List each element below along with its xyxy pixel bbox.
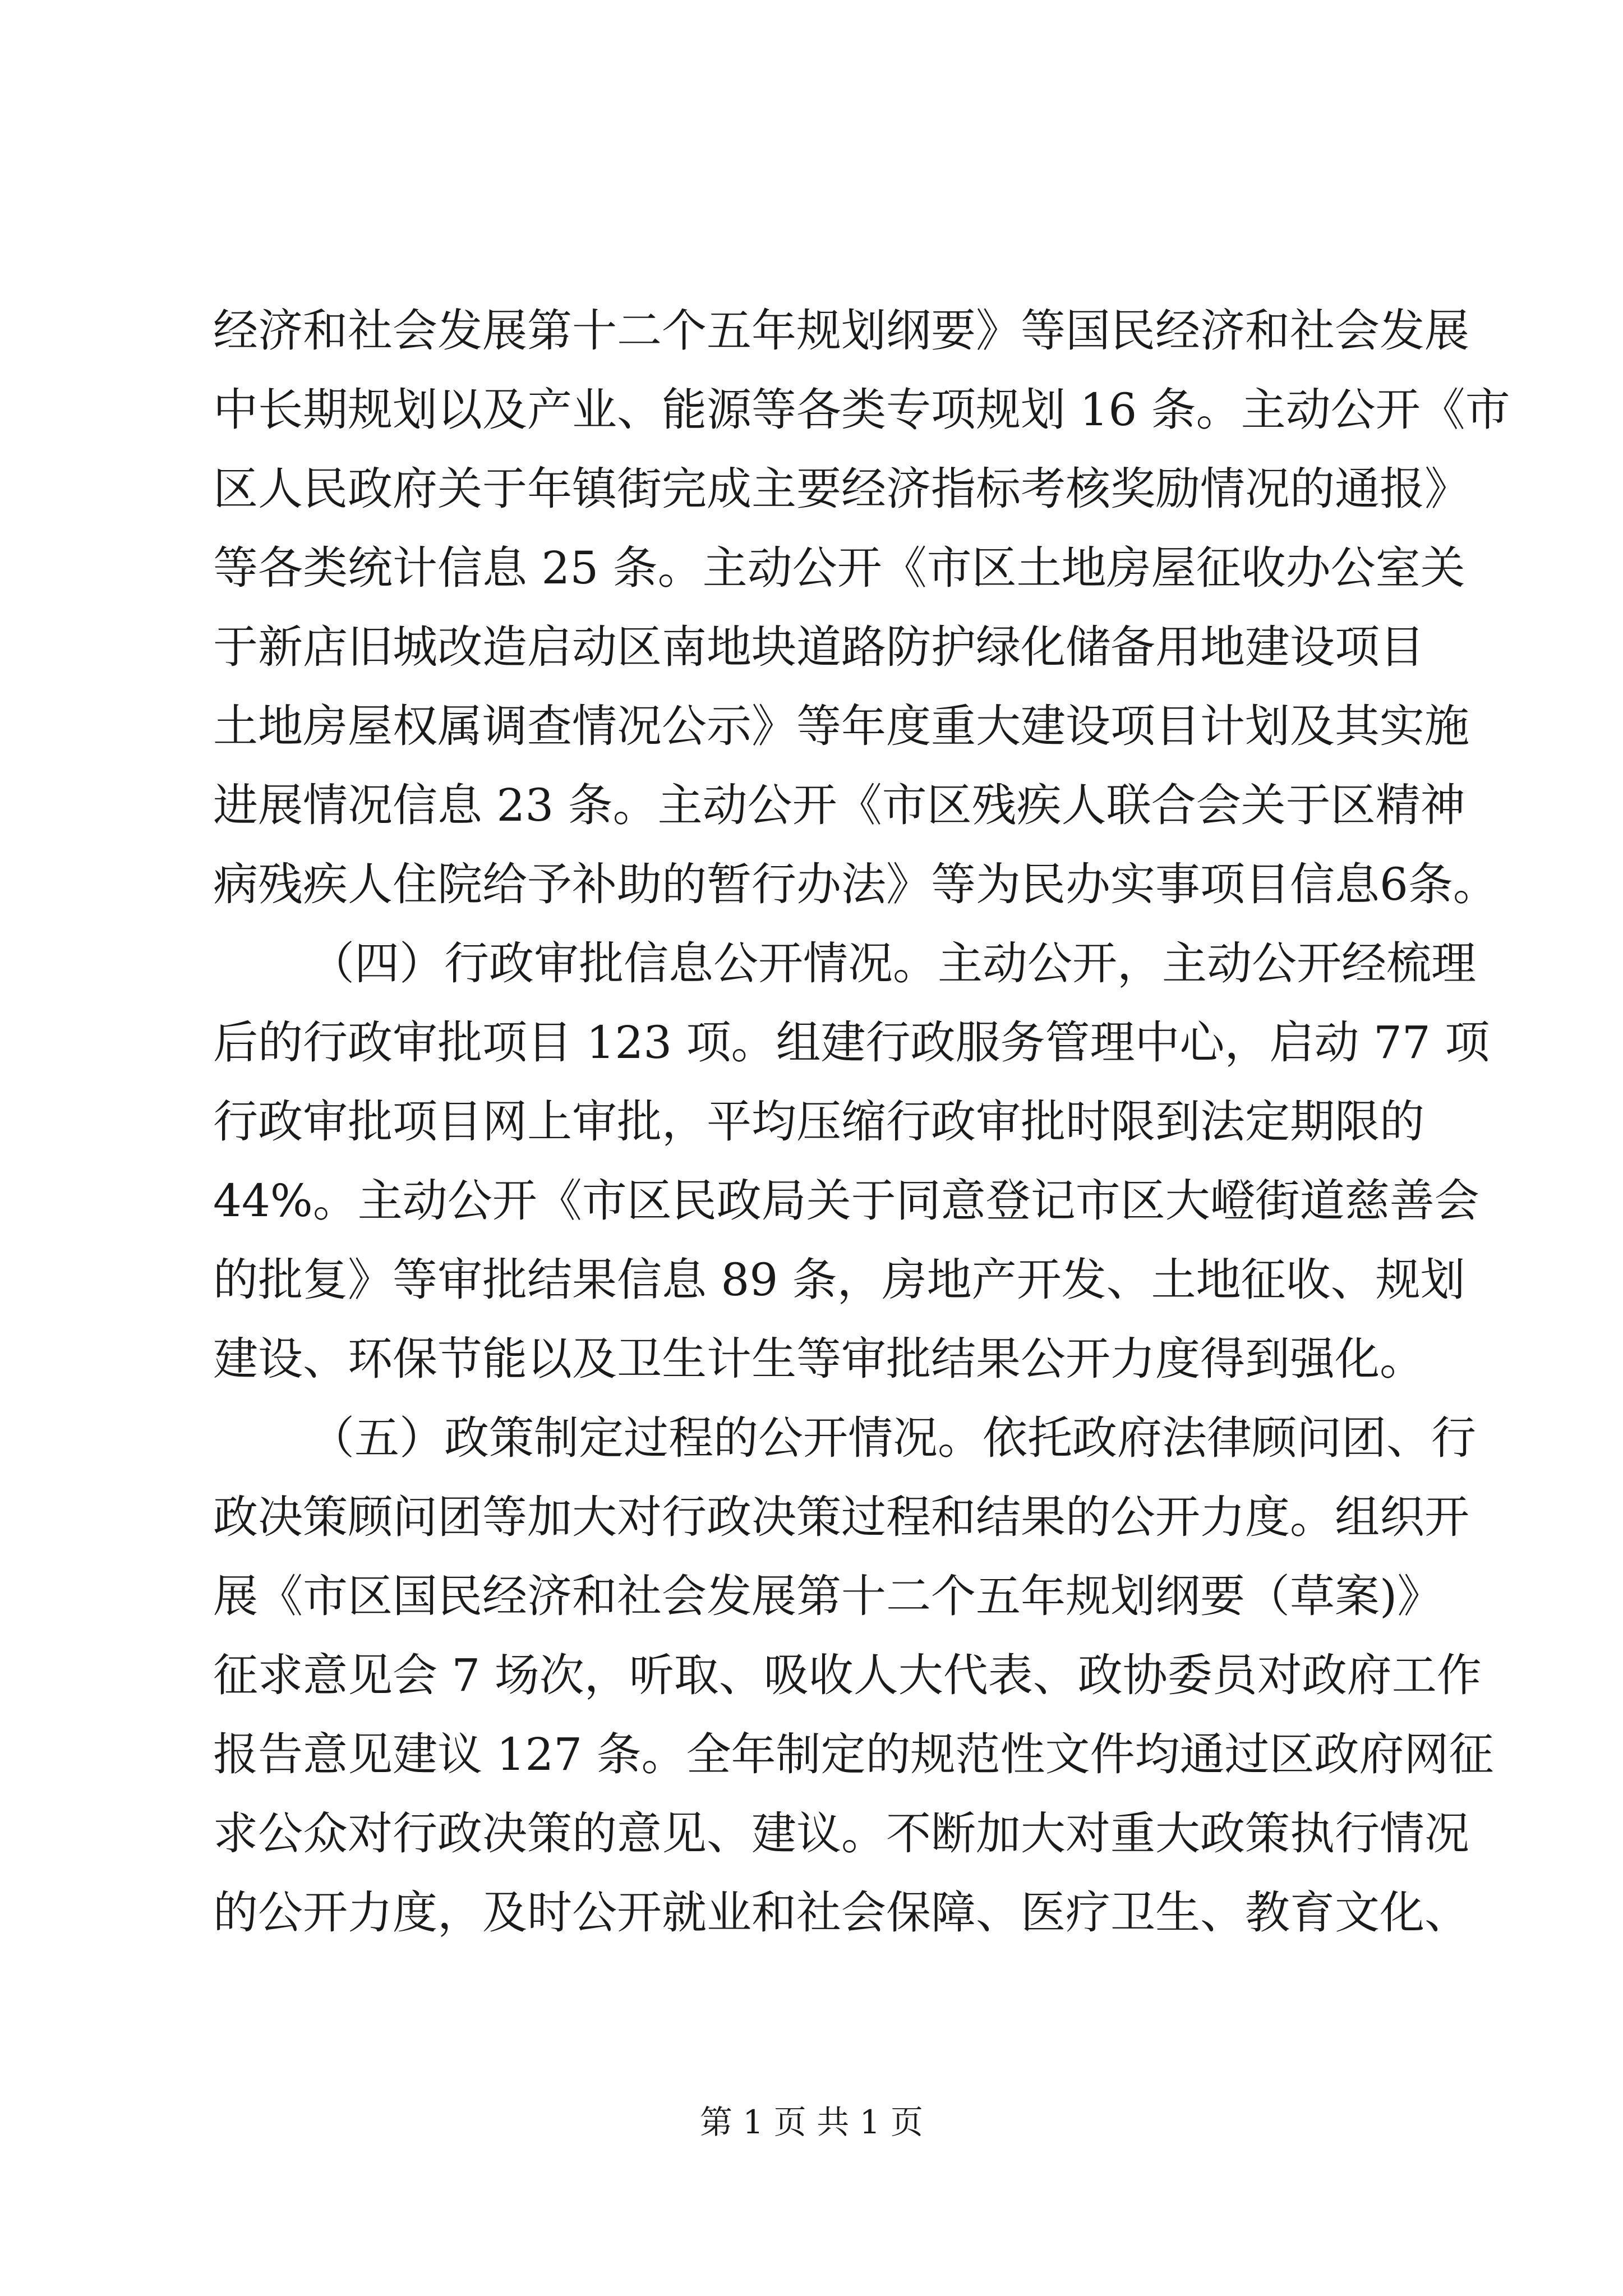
text-line-13: 的批复》等审批结果信息 89 条，房地产开发、土地征收、规划: [213, 1254, 1465, 1306]
text-line-14: 建设、环保节能以及卫生计生等审批结果公开力度得到强化。: [213, 1333, 1424, 1385]
text-line-16: 政决策顾问团等加大对行政决策过程和结果的公开力度。组织开: [213, 1491, 1469, 1543]
text-line-19: 报告意见建议 127 条。全年制定的规范性文件均通过区政府网征: [213, 1728, 1494, 1780]
paragraph-heading-5: （五）政策制定过程的公开情况。依托政府法律顾问团、行: [310, 1412, 1476, 1464]
text-line-7: 进展情况信息 23 条。主动公开《市区残疾人联合会关于区精神: [213, 779, 1465, 831]
text-line-10: 后的行政审批项目 123 项。组建行政服务管理中心，启动 77 项: [213, 1016, 1490, 1069]
text-line-21: 的公开力度，及时公开就业和社会保障、医疗卫生、教育文化、: [213, 1887, 1469, 1939]
text-line-8: 病残疾人住院给予补助的暂行办法》等为民办实事项目信息6条。: [213, 858, 1498, 910]
text-line-2: 中长期规划以及产业、能源等各类专项规划 16 条。主动公开《市: [213, 384, 1510, 436]
text-line-5: 于新店旧城改造启动区南地块道路防护绿化储备用地建设项目: [213, 621, 1424, 673]
text-line-1: 经济和社会发展第十二个五年规划纲要》等国民经济和社会发展: [213, 305, 1469, 357]
text-line-6: 土地房屋权属调查情况公示》等年度重大建设项目计划及其实施: [213, 700, 1469, 752]
page-footer: 第 1 页 共 1 页: [700, 2103, 923, 2141]
text-line-18: 征求意见会 7 场次，听取、吸收人大代表、政协委员对政府工作: [213, 1649, 1482, 1701]
text-line-17: 展《市区国民经济和社会发展第十二个五年规划纲要（草案)》: [213, 1570, 1442, 1622]
text-line-11: 行政审批项目网上审批，平均压缩行政审批时限到法定期限的: [213, 1096, 1424, 1148]
text-line-3: 区人民政府关于年镇街完成主要经济指标考核奖励情况的通报》: [213, 463, 1469, 515]
paragraph-heading-4: （四）行政审批信息公开情况。主动公开，主动公开经梳理: [310, 937, 1476, 990]
text-line-12: 44%。主动公开《市区民政局关于同意登记市区大嶝街道慈善会: [213, 1175, 1479, 1227]
text-line-20: 求公众对行政决策的意见、建议。不断加大对重大政策执行情况: [213, 1807, 1469, 1860]
text-line-4: 等各类统计信息 25 条。主动公开《市区土地房屋征收办公室关: [213, 542, 1465, 594]
